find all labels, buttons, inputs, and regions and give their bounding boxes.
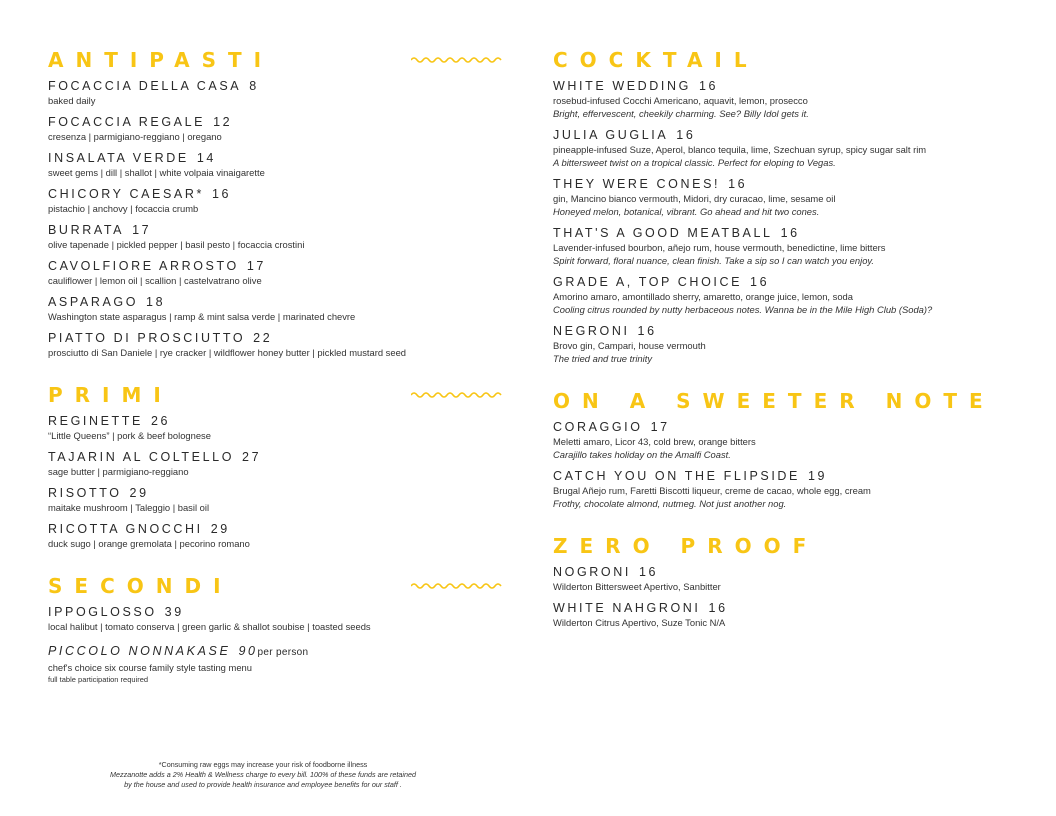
- section-title: ZERO PROOF: [553, 534, 819, 558]
- item-description: cauliflower | lemon oil | scallion | castelvatrano olive: [48, 275, 262, 286]
- item-price: 8: [249, 79, 259, 93]
- secondi-section: [48, 572, 503, 686]
- item-price: 16: [728, 177, 748, 191]
- item-price: 29: [210, 522, 230, 536]
- menu-item: [48, 78, 503, 107]
- item-description: Amorino amaro, amontillado sherry, amaretto, orange juice, lemon, soda: [553, 291, 853, 302]
- menu-item: [48, 521, 503, 550]
- tasting-menu: [48, 643, 503, 686]
- menu-item: [48, 330, 503, 359]
- menu-item: [48, 294, 503, 323]
- menu-item: [553, 600, 1023, 629]
- footer-line: *Consuming raw eggs may increase your risk of foodborne illness: [158, 760, 368, 769]
- item-description: baked daily: [48, 95, 96, 106]
- cocktail-section: [553, 46, 1023, 365]
- sweeter-note-header: [553, 387, 1023, 415]
- item-description: Wilderton Bittersweet Apertivo, Sanbitter: [553, 581, 721, 592]
- item-description: Brugal Añejo rum, Faretti Biscotti liqueur, creme de cacao, whole egg, cream: [553, 485, 871, 496]
- item-name: RICOTTA GNOCCHI: [48, 522, 203, 536]
- tasting-fine-print: full table participation required: [48, 675, 149, 684]
- item-description: olive tapenade | pickled pepper | basil pesto | focaccia crostini: [48, 239, 305, 250]
- item-tasting-note: Honeyed melon, botanical, vibrant. Go ahead and hit two cones.: [553, 206, 820, 217]
- item-price: 29: [129, 486, 149, 500]
- item-description: Meletti amaro, Licor 43, cold brew, orange bitters: [553, 436, 756, 447]
- footer-line: by the house and used to provide health insurance and employee benefits for our staff .: [124, 780, 402, 789]
- footer-notes: [48, 760, 478, 790]
- tasting-price: 90: [238, 644, 258, 658]
- item-price: 17: [650, 420, 670, 434]
- item-name: INSALATA VERDE: [48, 151, 189, 165]
- item-price: 12: [213, 115, 233, 129]
- item-price: 26: [150, 414, 171, 428]
- item-name: TAJARIN AL COLTELLO: [48, 450, 235, 464]
- item-description: pistachio | anchovy | focaccia crumb: [48, 203, 199, 214]
- menu-item: [553, 564, 1023, 593]
- squiggle-divider-icon: [411, 579, 503, 593]
- menu-item: [553, 274, 1023, 316]
- item-name: GRADE A, TOP CHOICE: [553, 275, 743, 289]
- item-price: 27: [242, 450, 262, 464]
- menu-item: [553, 468, 1023, 510]
- tasting-description: chef's choice six course family style tasting menu: [48, 662, 252, 673]
- menu-item: [553, 225, 1023, 267]
- section-title: COCKTAIL: [553, 48, 759, 72]
- item-name: RISOTTO: [48, 486, 122, 500]
- secondi-header: [48, 572, 503, 600]
- item-name: WHITE NAHGRONI: [553, 601, 701, 615]
- antipasti-header: [48, 46, 503, 74]
- item-name: BURRATA: [48, 223, 125, 237]
- zero-proof-header: [553, 532, 1023, 560]
- item-name: THEY WERE CONES!: [553, 177, 721, 191]
- item-name: THAT'S A GOOD MEATBALL: [553, 226, 773, 240]
- menu-item: [553, 323, 1023, 365]
- item-name: REGINETTE: [48, 414, 143, 428]
- left-column: [48, 46, 503, 708]
- item-tasting-note: A bittersweet twist on a tropical classic. Perfect for eloping to Vegas.: [553, 157, 836, 168]
- item-description: pineapple-infused Suze, Aperol, blanco tequila, lime, Szechuan syrup, spicy sugar salt rim: [553, 144, 927, 155]
- item-price: 16: [676, 128, 696, 142]
- item-tasting-note: Frothy, chocolate almond, nutmeg. Not just another nog.: [553, 498, 787, 509]
- tasting-name: PICCOLO NONNAKASE: [48, 644, 231, 658]
- item-description: rosebud-infused Cocchi Americano, aquavit, lemon, prosecco: [553, 95, 808, 106]
- item-description: Brovo gin, Campari, house vermouth: [553, 340, 706, 351]
- item-description: maitake mushroom | Taleggio | basil oil: [48, 502, 210, 513]
- item-name: WHITE WEDDING: [553, 79, 691, 93]
- menu-item: [553, 176, 1023, 218]
- menu-item: [48, 449, 503, 478]
- right-column: [553, 46, 1023, 651]
- item-description: Wilderton Citrus Apertivo, Suze Tonic N/A: [553, 617, 726, 628]
- menu-item: [48, 413, 503, 442]
- item-price: 16: [211, 187, 232, 201]
- primi-section: [48, 381, 503, 550]
- item-description: Lavender-infused bourbon, añejo rum, house vermouth, benedictine, lime bitters: [553, 242, 886, 253]
- item-name: FOCACCIA REGALE: [48, 115, 206, 129]
- item-name: CAVOLFIORE ARROSTO: [48, 259, 239, 273]
- item-name: PIATTO DI PROSCIUTTO: [48, 331, 246, 345]
- item-tasting-note: The tried and true trinity: [553, 353, 653, 364]
- menu-item: [553, 78, 1023, 120]
- item-description: Washington state asparagus | ramp & mint salsa verde | marinated chevre: [48, 311, 356, 322]
- section-title: ON A SWEETER NOTE: [553, 389, 995, 413]
- primi-header: [48, 381, 503, 409]
- menu-item: [553, 127, 1023, 169]
- item-description: duck sugo | orange gremolata | pecorino romano: [48, 538, 250, 549]
- menu-item: [48, 114, 503, 143]
- item-price: 17: [132, 223, 152, 237]
- squiggle-divider-icon: [411, 388, 503, 402]
- item-name: CORAGGIO: [553, 420, 643, 434]
- menu-item: [48, 222, 503, 251]
- menu-item: [48, 604, 503, 633]
- item-price: 16: [698, 79, 719, 93]
- section-title: ANTIPASTI: [48, 48, 274, 72]
- item-description: sweet gems | dill | shallot | white volpaia vinaigarette: [48, 167, 265, 178]
- antipasti-section: [48, 46, 503, 359]
- item-tasting-note: Bright, effervescent, cheekily charming. See? Billy Idol gets it.: [553, 108, 809, 119]
- item-name: FOCACCIA DELLA CASA: [48, 79, 242, 93]
- item-price: 16: [637, 324, 657, 338]
- item-name: NEGRONI: [553, 324, 630, 338]
- item-price: 16: [708, 601, 728, 615]
- item-price: 14: [196, 151, 216, 165]
- item-price: 39: [164, 605, 184, 619]
- item-price: 16: [638, 565, 659, 579]
- item-name: CHICORY CAESAR*: [48, 187, 204, 201]
- menu-item: [553, 419, 1023, 461]
- item-name: CATCH YOU ON THE FLIPSIDE: [553, 469, 800, 483]
- item-description: gin, Mancino bianco vermouth, Midori, dry curacao, lime, sesame oil: [553, 193, 836, 204]
- menu-item: [48, 150, 503, 179]
- section-title: SECONDI: [48, 574, 233, 598]
- tasting-per: per person: [257, 647, 309, 658]
- item-price: 16: [780, 226, 800, 240]
- item-name: JULIA GUGLIA: [553, 128, 669, 142]
- item-price: 16: [750, 275, 770, 289]
- item-price: 19: [807, 469, 828, 483]
- item-tasting-note: Spirit forward, floral nuance, clean finish. Take a sip so I can watch you enjoy.: [553, 255, 874, 266]
- item-tasting-note: Carajillo takes holiday on the Amalfi Coast.: [553, 449, 731, 460]
- item-description: local halibut | tomato conserva | green garlic & shallot soubise | toasted seeds: [48, 621, 371, 632]
- item-price: 22: [253, 331, 273, 345]
- item-price: 18: [146, 295, 166, 309]
- item-description: prosciutto di San Daniele | rye cracker | wildflower honey butter | pickled mustard seed: [48, 347, 406, 358]
- menu-item: [48, 485, 503, 514]
- item-description: “Little Queens” | pork & beef bolognese: [48, 430, 211, 441]
- squiggle-divider-icon: [411, 53, 503, 67]
- item-tasting-note: Cooling citrus rounded by nutty herbaceous notes. Wanna be in the Mile High Club (Soda)?: [553, 304, 933, 315]
- item-name: IPPOGLOSSO: [48, 605, 157, 619]
- item-description: cresenza | parmigiano-reggiano | oregano: [48, 131, 222, 142]
- zero-proof-section: [553, 532, 1023, 629]
- section-title: PRIMI: [48, 383, 173, 407]
- menu-item: [48, 258, 503, 287]
- item-price: 17: [246, 259, 266, 273]
- menu-item: [48, 186, 503, 215]
- cocktail-header: [553, 46, 1023, 74]
- item-name: ASPARAGO: [48, 295, 139, 309]
- sweeter-note-section: [553, 387, 1023, 510]
- footer-line: Mezzanotte adds a 2% Health & Wellness charge to every bill. 100% of these funds are retained: [110, 770, 416, 779]
- item-description: sage butter | parmigiano-reggiano: [48, 466, 189, 477]
- item-name: NOGRONI: [553, 565, 631, 579]
